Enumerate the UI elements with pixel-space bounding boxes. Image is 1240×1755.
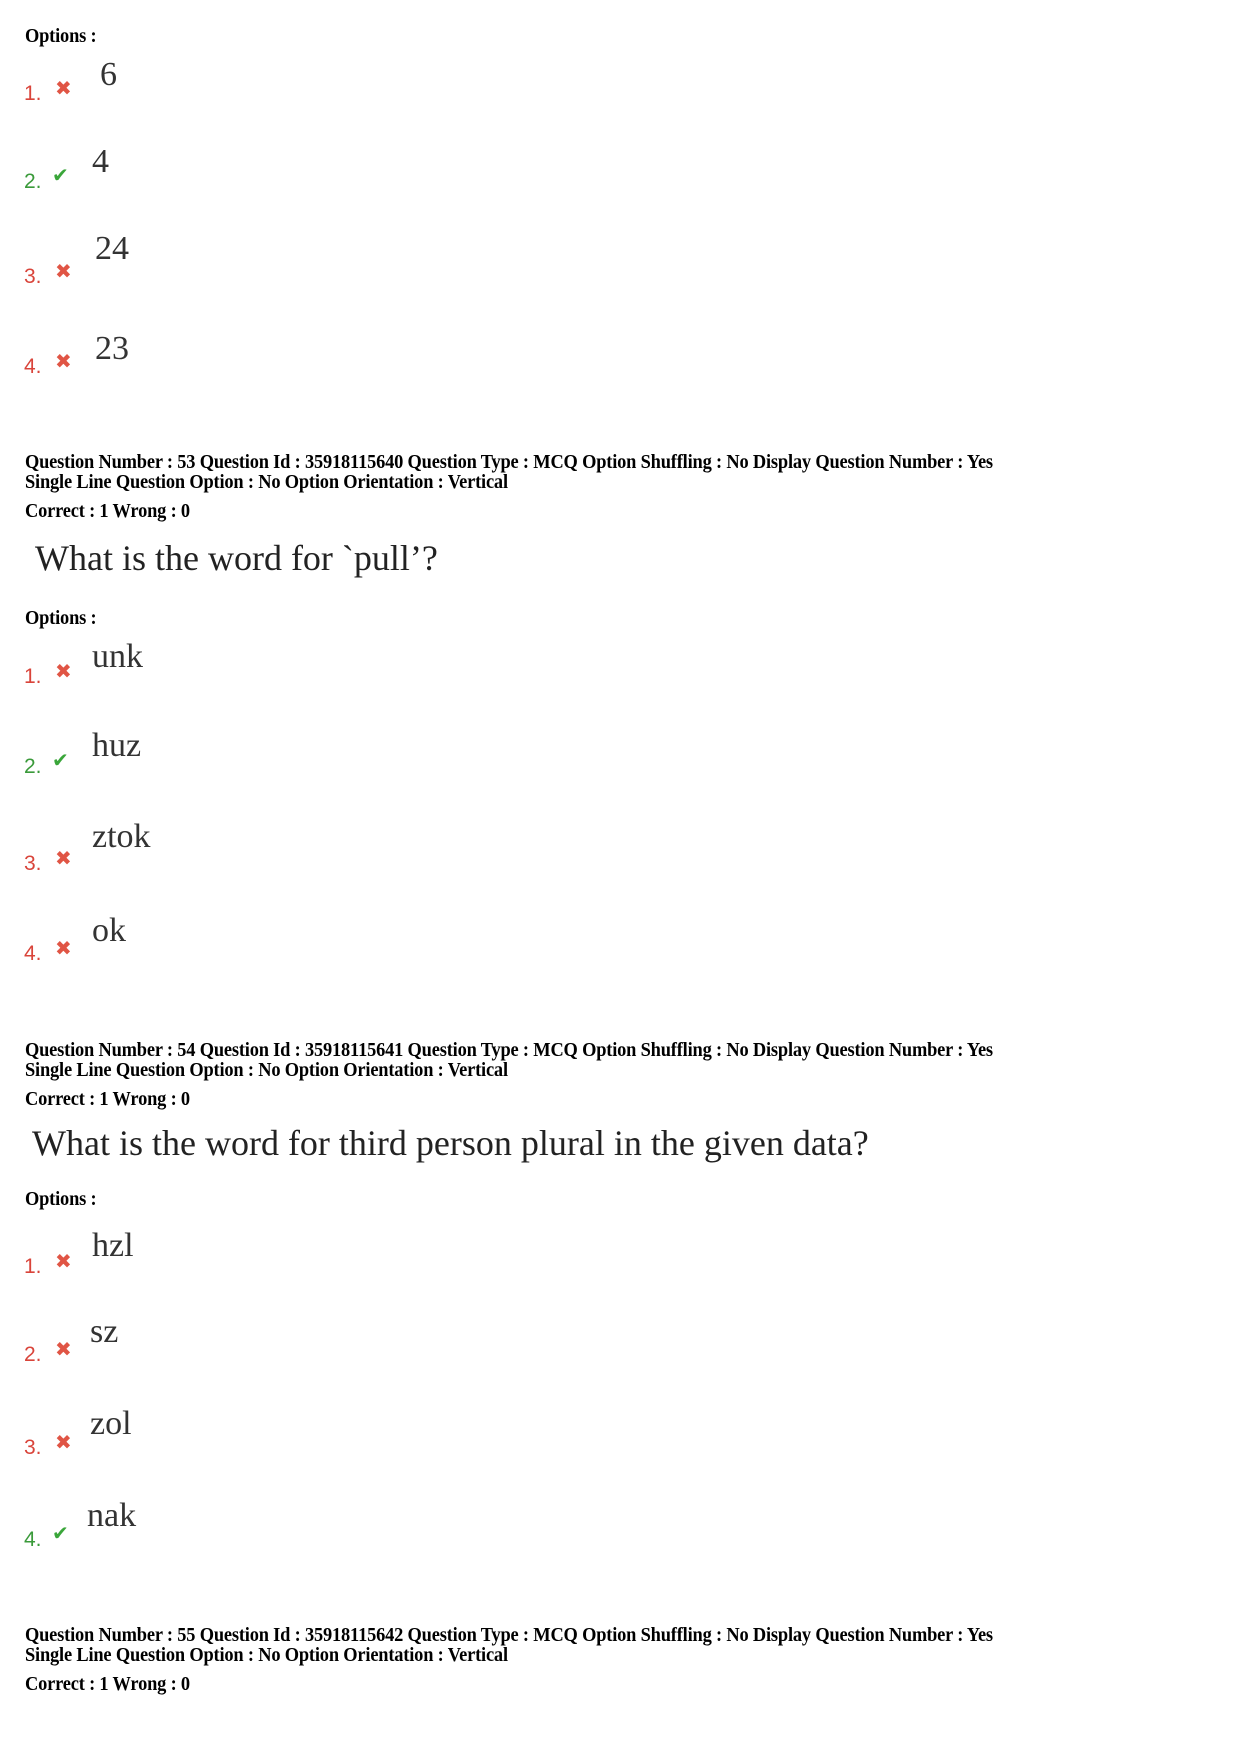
option-text: ok (92, 912, 126, 949)
option-text: 6 (100, 56, 117, 93)
score-line: Correct : 1 Wrong : 0 (25, 1088, 190, 1110)
option-number: 2. (24, 1343, 42, 1366)
options-label: Options : (25, 1188, 97, 1210)
question-meta-line: Single Line Question Option : No Option Orientation : Vertical (25, 1059, 508, 1081)
option-text: zol (90, 1405, 132, 1442)
question-meta-line: Single Line Question Option : No Option Orientation : Vertical (25, 471, 508, 493)
option-number: 1. (24, 1255, 42, 1278)
option-text: ztok (92, 818, 151, 855)
question-text: What is the word for `pull’? (35, 538, 438, 578)
wrong-mark-icon: ✖ (55, 76, 72, 100)
question-text: What is the word for third person plural in the given data? (32, 1123, 869, 1163)
wrong-mark-icon: ✖ (55, 936, 72, 960)
score-line: Correct : 1 Wrong : 0 (25, 500, 190, 522)
option-number: 1. (24, 82, 42, 105)
option-number: 2. (24, 170, 42, 193)
option-number: 3. (24, 265, 42, 288)
option-text: unk (92, 638, 143, 675)
correct-mark-icon: ✔ (52, 163, 69, 187)
option-text: 24 (95, 230, 129, 267)
option-number: 3. (24, 1436, 42, 1459)
option-text: nak (87, 1497, 137, 1534)
score-line: Correct : 1 Wrong : 0 (25, 1673, 190, 1695)
question-meta-line: Question Number : 54 Question Id : 35918115641 Question Type : MCQ Option Shuffling : No Display Question Number : Yes (25, 1039, 993, 1061)
option-text: huz (92, 727, 142, 764)
correct-mark-icon: ✔ (52, 748, 69, 772)
wrong-mark-icon: ✖ (55, 846, 72, 870)
question-meta-line: Question Number : 53 Question Id : 35918115640 Question Type : MCQ Option Shuffling : No Display Question Number : Yes (25, 451, 993, 473)
question-meta-line: Single Line Question Option : No Option Orientation : Vertical (25, 1644, 508, 1666)
options-label: Options : (25, 607, 97, 629)
wrong-mark-icon: ✖ (55, 349, 72, 373)
option-text: hzl (92, 1227, 134, 1264)
option-number: 1. (24, 665, 42, 688)
wrong-mark-icon: ✖ (55, 259, 72, 283)
option-number: 2. (24, 755, 42, 778)
wrong-mark-icon: ✖ (55, 1337, 72, 1361)
option-text: sz (90, 1313, 119, 1350)
option-number: 4. (24, 355, 42, 378)
wrong-mark-icon: ✖ (55, 1249, 72, 1273)
option-number: 4. (24, 942, 42, 965)
wrong-mark-icon: ✖ (55, 1430, 72, 1454)
wrong-mark-icon: ✖ (55, 659, 72, 683)
question-meta-line: Question Number : 55 Question Id : 35918115642 Question Type : MCQ Option Shuffling : No Display Question Number : Yes (25, 1624, 993, 1646)
option-text: 4 (92, 143, 109, 180)
options-label: Options : (25, 25, 97, 47)
option-number: 4. (24, 1528, 42, 1551)
option-text: 23 (95, 330, 129, 367)
correct-mark-icon: ✔ (52, 1521, 69, 1545)
option-number: 3. (24, 852, 42, 875)
